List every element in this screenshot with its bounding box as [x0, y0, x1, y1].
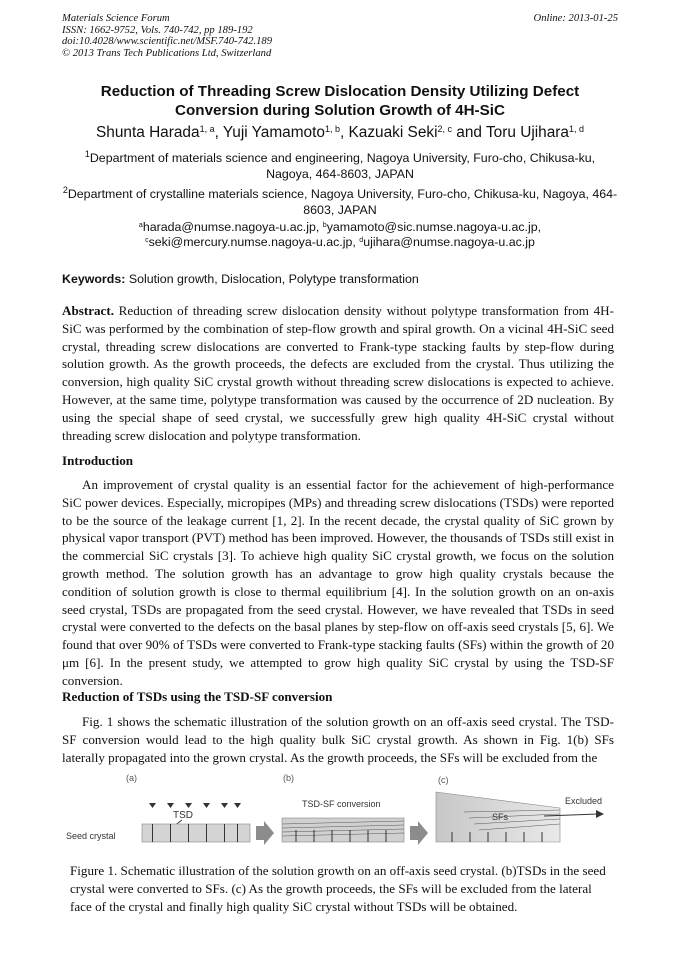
journal-doi: doi:10.4028/www.scientific.net/MSF.740-742.189: [62, 36, 272, 48]
affiliation-1: [62, 150, 618, 182]
author-sep: and: [452, 124, 486, 141]
tsd-label: TSD: [173, 810, 193, 821]
section-heading-introduction: Introduction: [62, 453, 134, 468]
affiliation-sup: 1: [84, 149, 90, 159]
tsd-markers: [149, 803, 241, 808]
sfs-label: SFs: [492, 812, 509, 822]
author-name: Kazuaki Seki: [348, 124, 438, 141]
affiliation-2: [62, 186, 618, 218]
paper-title: [62, 82, 618, 120]
arrow-right-icon: [410, 821, 428, 845]
journal-header: [62, 13, 618, 59]
author-emails: [62, 220, 618, 250]
keywords: [62, 272, 618, 286]
keywords-text: Solution growth, Dislocation, Polytype transformation: [128, 272, 419, 286]
author-sep: ,: [339, 124, 349, 141]
figure-1-schematic: [64, 772, 616, 854]
author-list: [62, 123, 618, 143]
author-name: Shunta Harada: [96, 124, 200, 141]
email-sup: d: [359, 237, 364, 244]
affiliation-sup: 2: [62, 185, 68, 195]
online-date: Online: 2013-01-25: [533, 13, 618, 24]
panel-c-label: (c): [438, 775, 449, 785]
tsd-marker-icon: [149, 803, 156, 808]
author-sup: 1, d: [568, 124, 584, 134]
abstract: [62, 302, 614, 444]
abstract-label: Abstract.: [62, 303, 114, 318]
figure-1-caption: Figure 1. Schematic illustration of the solution growth on an off-axis seed crystal. (b)TSDs in the seed crystal were converted to SFs. (c) As the growth proceeds, the SFs will be excluded from the lateral face of the crystal and finally high quality SiC crystal without TSDs will be obtained.: [70, 863, 606, 914]
keywords-label: Keywords:: [62, 272, 126, 286]
seed-crystal-label: Seed crystal: [66, 831, 116, 841]
section-heading-tsd-reduction: Reduction of TSDs using the TSD-SF conversion: [62, 689, 333, 704]
email-sup: c: [145, 237, 149, 244]
tsd-marker-icon: [167, 803, 174, 808]
author-sep: ,: [214, 124, 223, 141]
email-d[interactable]: ujihara@numse.nagoya-u.ac.jp: [363, 235, 535, 249]
introduction-paragraph: An improvement of crystal quality is an essential factor for the achievement of high-performance SiC power devices. Especially, micropipes (MPs) and threading screw dislocations (TSDs) were reported to be the source of the leakage current [1, 2]. In the recent decade, the crystal quality of SiC grown by physical vapor transport (PVT) method has been improved. However, the thousands of TSDs still exist in the commercial SiC crystals [3]. To achieve high quality SiC crystal growth, we focus on the solution growth method. The solution growth has an advantage to grow high quality crystals because the condition of solution growth is close to thermal equilibrium [4]. In the solution growth on an on-axis seed crystal, TSDs are propagated from the seed crystal. However, we have revealed that TSDs in seed crystal were converted to the defects on the basal planes by step-flow on off-axis seed crystals [5, 6]. We found that over 90% of TSDs were converted to Frank-type stacking faults (SFs) within the growth of 20 μm [6]. In the present study, we attempted to grow high quality SiC crystal by using the TSD-SF conversion.: [62, 477, 614, 688]
email-sup: a: [138, 222, 143, 229]
email-sup: b: [322, 222, 327, 229]
author-name: Toru Ujihara: [485, 124, 569, 141]
journal-name: Materials Science Forum: [62, 13, 170, 24]
panel-b-label: (b): [283, 773, 294, 783]
section2-paragraph: Fig. 1 shows the schematic illustration of the solution growth on an off-axis seed crystal. The TSD-SF conversion would lead to the high quality bulk SiC crystal growth. As shown in Fig. 1(b) SFs laterally propagated into the grown crystal. As the growth proceeds, the SFs will be excluded from the: [62, 714, 614, 765]
panel-a-label: (a): [126, 773, 137, 783]
author-sup: 1, a: [199, 124, 215, 134]
abstract-text: Reduction of threading screw dislocation density without polytype transformation from 4H-SiC was performed by the combination of step-flow growth and spiral growth. On a vicinal 4H-SiC seed crystal, threading screw dislocations are converted to Frank-type stacking faults by step-flow during solution growth. As the growth proceeds, the defects are excluded from the crystal. Thus utilizing the conversion, high quality SiC crystal growth without threading screw dislocations is expected to achieve. However, at the same time, polytype transformation was caused by the occurrence of 2D nucleation. By using the special shape of seed crystal, we successfully grew high quality 4H-SiC crystal without threading screw dislocation and polytype transformation.: [62, 303, 614, 443]
journal-copyright: © 2013 Trans Tech Publications Ltd, Switzerland: [62, 47, 272, 59]
tsd-marker-icon: [234, 803, 241, 808]
email-a[interactable]: harada@numse.nagoya-u.ac.jp,: [142, 220, 320, 234]
paper-title-line1: Reduction of Threading Screw Dislocation Density Utilizing Defect: [100, 83, 580, 100]
email-c[interactable]: seki@mercury.numse.nagoya-u.ac.jp,: [148, 235, 356, 249]
seed-crystal-block-a: [142, 824, 250, 842]
paper-title-line2: Conversion during Solution Growth of 4H-SiC: [175, 102, 505, 119]
journal-issn: ISSN: 1662-9752, Vols. 740-742, pp 189-192: [62, 24, 253, 36]
author-sup: 2, c: [437, 124, 453, 134]
email-b[interactable]: yamamoto@sic.numse.nagoya-u.ac.jp,: [326, 220, 542, 234]
conversion-label: TSD-SF conversion: [302, 799, 381, 809]
affiliation-text: Department of crystalline materials science, Nagoya University, Furo-cho, Chikusa-ku, Nagoya, 464-8603, JAPAN: [67, 187, 618, 217]
excluded-arrow-icon: [596, 810, 604, 818]
affiliation-text: Department of materials science and engineering, Nagoya University, Furo-cho, Chikusa-ku, Nagoya, 464-8603, JAPAN: [89, 151, 596, 181]
tsd-marker-icon: [185, 803, 192, 808]
author-name: Yuji Yamamoto: [222, 124, 325, 141]
author-sup: 1, b: [324, 124, 340, 134]
tsd-marker-icon: [221, 803, 228, 808]
arrow-right-icon: [256, 821, 274, 845]
excluded-label: Excluded: [565, 796, 603, 806]
tsd-marker-icon: [203, 803, 210, 808]
